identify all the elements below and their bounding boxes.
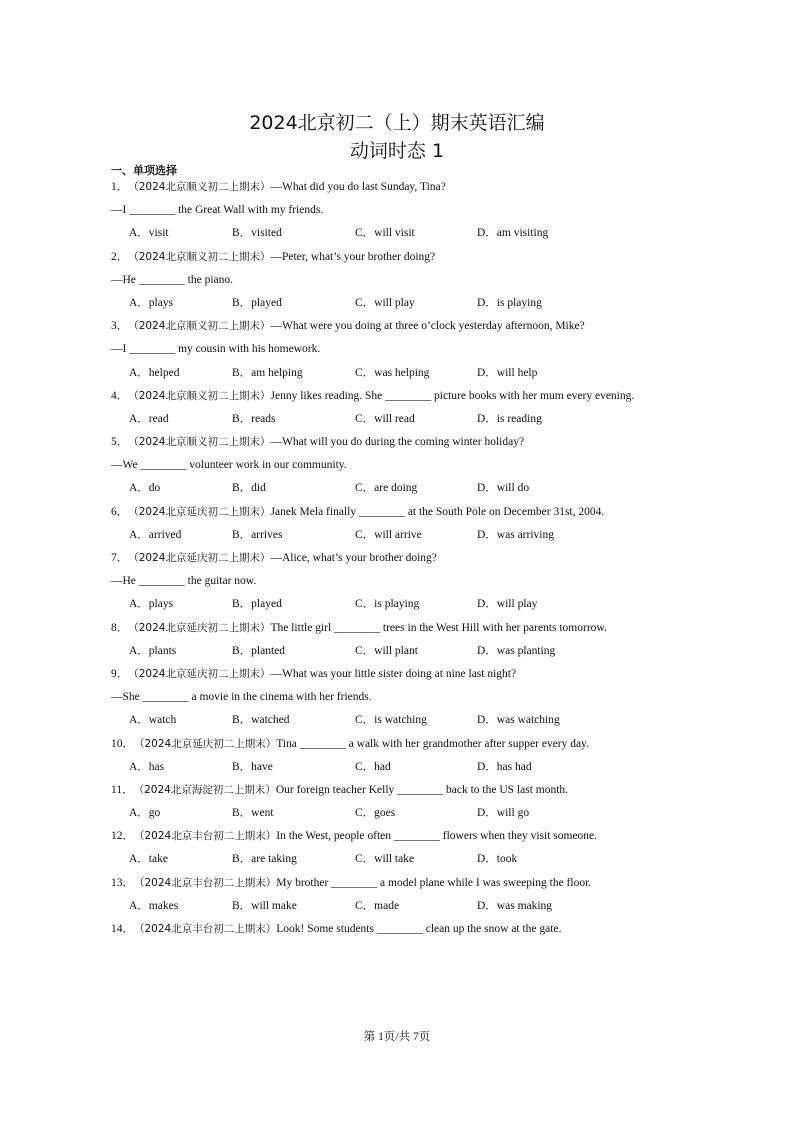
answer-options bbox=[111, 593, 711, 616]
answer-option: A．plays bbox=[129, 598, 174, 611]
question-item bbox=[111, 315, 711, 385]
answer-options bbox=[111, 408, 711, 431]
answer-option: C．goes bbox=[355, 807, 396, 820]
answer-option: C．will play bbox=[355, 296, 415, 309]
answer-option: C．will take bbox=[355, 853, 415, 866]
question-source: （2024北京延庆初二上期末） bbox=[128, 552, 271, 564]
answer-options bbox=[111, 895, 711, 918]
answer-option: C．made bbox=[355, 899, 400, 912]
question-source: （2024北京延庆初二上期末） bbox=[128, 621, 271, 634]
answer-option: C．was helping bbox=[355, 366, 430, 379]
answer-option: A．go bbox=[129, 807, 161, 820]
question-stem-line bbox=[111, 501, 711, 524]
question-stem: Look! Some students ________ clean up the snow at the gate. bbox=[276, 923, 562, 935]
question-item bbox=[111, 547, 711, 617]
question-source: （2024北京顺义初二上期末） bbox=[128, 181, 271, 193]
section-heading: 一、单项选择 bbox=[111, 164, 177, 177]
question-stem-line bbox=[111, 872, 711, 895]
question-number: 1． bbox=[111, 181, 129, 193]
answer-option: A．plants bbox=[129, 644, 177, 657]
question-item bbox=[111, 246, 711, 316]
answer-option: B．have bbox=[232, 760, 273, 773]
answer-option: B．reads bbox=[232, 412, 276, 425]
question-stem: —Peter, what’s your brother doing? bbox=[270, 250, 436, 263]
question-number: 7． bbox=[111, 552, 129, 564]
question-response-line: —He ________ the guitar now. bbox=[111, 575, 257, 588]
question-item bbox=[111, 176, 711, 246]
question-response-line: —We ________ volunteer work in our community. bbox=[111, 459, 347, 472]
question-stem: Our foreign teacher Kelly ________ back to the US last month. bbox=[275, 783, 569, 796]
answer-option: A．visit bbox=[129, 227, 169, 240]
question-number: 9． bbox=[111, 667, 129, 680]
answer-options bbox=[111, 292, 711, 315]
answer-option: D．was watching bbox=[477, 714, 560, 727]
question-number: 11． bbox=[111, 783, 134, 796]
question-item bbox=[111, 872, 711, 918]
question-item bbox=[111, 825, 711, 871]
answer-option: D．has had bbox=[477, 760, 532, 773]
answer-option: D．will go bbox=[477, 807, 530, 820]
question-response-line: —I ________ my cousin with his homework. bbox=[111, 343, 321, 356]
answer-option: D．am visiting bbox=[477, 227, 549, 240]
answer-option: D．was making bbox=[477, 899, 553, 912]
answer-option: C．will read bbox=[355, 412, 415, 425]
question-number: 4． bbox=[111, 389, 129, 402]
answer-option: D．took bbox=[477, 853, 518, 866]
answer-option: A．read bbox=[129, 412, 169, 425]
answer-option: A．makes bbox=[129, 899, 179, 912]
answer-option: C．will plant bbox=[355, 644, 418, 657]
question-stem-line bbox=[111, 385, 711, 408]
question-source: （2024北京顺义初二上期末） bbox=[128, 250, 271, 263]
answer-option: C．are doing bbox=[355, 482, 418, 495]
question-stem-line bbox=[111, 617, 711, 640]
answer-option: A．helped bbox=[129, 366, 180, 379]
question-item bbox=[111, 431, 711, 501]
question-stem-line bbox=[111, 431, 711, 454]
question-stem: Janek Mela finally ________ at the South Pole on December 31st, 2004. bbox=[270, 505, 605, 518]
question-stem: Jenny likes reading. She ________ picture books with her mum every evening. bbox=[270, 389, 635, 402]
answer-option: C．will visit bbox=[355, 227, 415, 240]
answer-option: C．will arrive bbox=[355, 528, 422, 541]
answer-option: B．will make bbox=[232, 899, 297, 912]
question-stem: —What will you do during the coming winter holiday? bbox=[270, 436, 525, 449]
answer-option: A．has bbox=[129, 760, 165, 773]
answer-option: B．am helping bbox=[232, 366, 303, 379]
question-source: （2024北京丰台初二上期末） bbox=[134, 830, 277, 843]
question-item bbox=[111, 918, 711, 941]
answer-option: D．is playing bbox=[477, 296, 542, 309]
answer-options bbox=[111, 709, 711, 732]
question-item bbox=[111, 617, 711, 663]
question-item bbox=[111, 779, 711, 825]
document-title: 2024北京初二（上）期末英语汇编 bbox=[249, 112, 545, 134]
question-item bbox=[111, 663, 711, 733]
answer-option: D．will play bbox=[477, 598, 538, 611]
question-stem: Tina ________ a walk with her grandmother after supper every day. bbox=[276, 737, 589, 750]
question-number: 3． bbox=[111, 320, 129, 333]
document-subtitle: 动词时态 1 bbox=[349, 140, 445, 162]
answer-option: D．is reading bbox=[477, 412, 542, 425]
question-response-line: —She ________ a movie in the cinema with her friends. bbox=[111, 691, 372, 704]
question-list bbox=[111, 176, 711, 941]
answer-option: C．had bbox=[355, 760, 391, 773]
question-response-line: —I ________ the Great Wall with my friends. bbox=[111, 204, 324, 217]
question-stem: —Alice, what’s your brother doing? bbox=[270, 552, 437, 564]
question-number: 12． bbox=[111, 830, 134, 843]
question-number: 13． bbox=[111, 876, 134, 889]
answer-option: A．do bbox=[129, 482, 161, 495]
question-source: （2024北京延庆初二上期末） bbox=[128, 505, 271, 518]
question-source: （2024北京丰台初二上期末） bbox=[134, 876, 277, 889]
question-stem-line bbox=[111, 779, 711, 802]
answer-options bbox=[111, 802, 711, 825]
answer-option: B．are taking bbox=[232, 853, 297, 866]
page-footer: 第 1页/共 7页 bbox=[363, 1031, 431, 1043]
answer-options bbox=[111, 524, 711, 547]
answer-options bbox=[111, 848, 711, 871]
question-stem-line bbox=[111, 918, 711, 941]
question-source: （2024北京顺义初二上期末） bbox=[128, 436, 271, 449]
question-item bbox=[111, 501, 711, 547]
question-number: 8． bbox=[111, 621, 129, 634]
question-stem-line bbox=[111, 825, 711, 848]
answer-option: B．went bbox=[232, 807, 274, 820]
answer-option: C．is watching bbox=[355, 714, 427, 727]
question-source: （2024北京海淀初二上期末） bbox=[133, 783, 276, 796]
answer-option: B．played bbox=[232, 598, 282, 611]
question-source: （2024北京顺义初二上期末） bbox=[128, 389, 271, 402]
question-stem: —What was your little sister doing at nine last night? bbox=[270, 667, 517, 680]
answer-option: B．planted bbox=[232, 644, 286, 657]
question-number: 10． bbox=[111, 737, 134, 750]
answer-option: D．will help bbox=[477, 366, 538, 379]
question-item bbox=[111, 385, 711, 431]
question-number: 6． bbox=[111, 505, 129, 518]
question-source: （2024北京顺义初二上期末） bbox=[128, 320, 271, 333]
question-stem-line bbox=[111, 663, 711, 686]
answer-option: D．will do bbox=[477, 482, 530, 495]
answer-options bbox=[111, 222, 711, 245]
answer-options bbox=[111, 640, 711, 663]
question-stem: The little girl ________ trees in the West Hill with her parents tomorrow. bbox=[270, 621, 607, 634]
question-stem-line bbox=[111, 176, 711, 199]
question-number: 14． bbox=[111, 923, 134, 935]
question-number: 2． bbox=[111, 250, 129, 263]
answer-options bbox=[111, 362, 711, 385]
question-source: （2024北京丰台初二上期末） bbox=[134, 923, 277, 935]
answer-options bbox=[111, 477, 711, 500]
question-stem-line bbox=[111, 315, 711, 338]
answer-option: A．plays bbox=[129, 296, 174, 309]
answer-option: A．arrived bbox=[129, 528, 182, 541]
answer-option: C．is playing bbox=[355, 598, 420, 611]
answer-option: B．played bbox=[232, 296, 282, 309]
answer-option: D．was planting bbox=[477, 644, 556, 657]
answer-option: B．arrives bbox=[232, 528, 283, 541]
question-source: （2024北京延庆初二上期末） bbox=[128, 667, 271, 680]
answer-option: A．watch bbox=[129, 714, 177, 727]
answer-option: B．watched bbox=[232, 714, 290, 727]
question-stem-line bbox=[111, 733, 711, 756]
answer-options bbox=[111, 756, 711, 779]
answer-option: D．was arriving bbox=[477, 528, 554, 541]
answer-option: B．did bbox=[232, 482, 266, 495]
question-number: 5． bbox=[111, 436, 129, 449]
question-stem: In the West, people often ________ flowers when they visit someone. bbox=[276, 830, 598, 843]
answer-option: B．visited bbox=[232, 227, 282, 240]
question-stem-line bbox=[111, 547, 711, 570]
question-stem: My brother ________ a model plane while I was sweeping the floor. bbox=[276, 876, 592, 889]
answer-option: A．take bbox=[129, 853, 168, 866]
question-source: （2024北京延庆初二上期末） bbox=[134, 737, 277, 750]
question-stem-line bbox=[111, 246, 711, 269]
question-stem: —What did you do last Sunday, Tina? bbox=[270, 181, 446, 193]
question-item bbox=[111, 733, 711, 779]
question-stem: —What were you doing at three o’clock yesterday afternoon, Mike? bbox=[270, 320, 585, 333]
question-response-line: —He ________ the piano. bbox=[111, 273, 234, 286]
